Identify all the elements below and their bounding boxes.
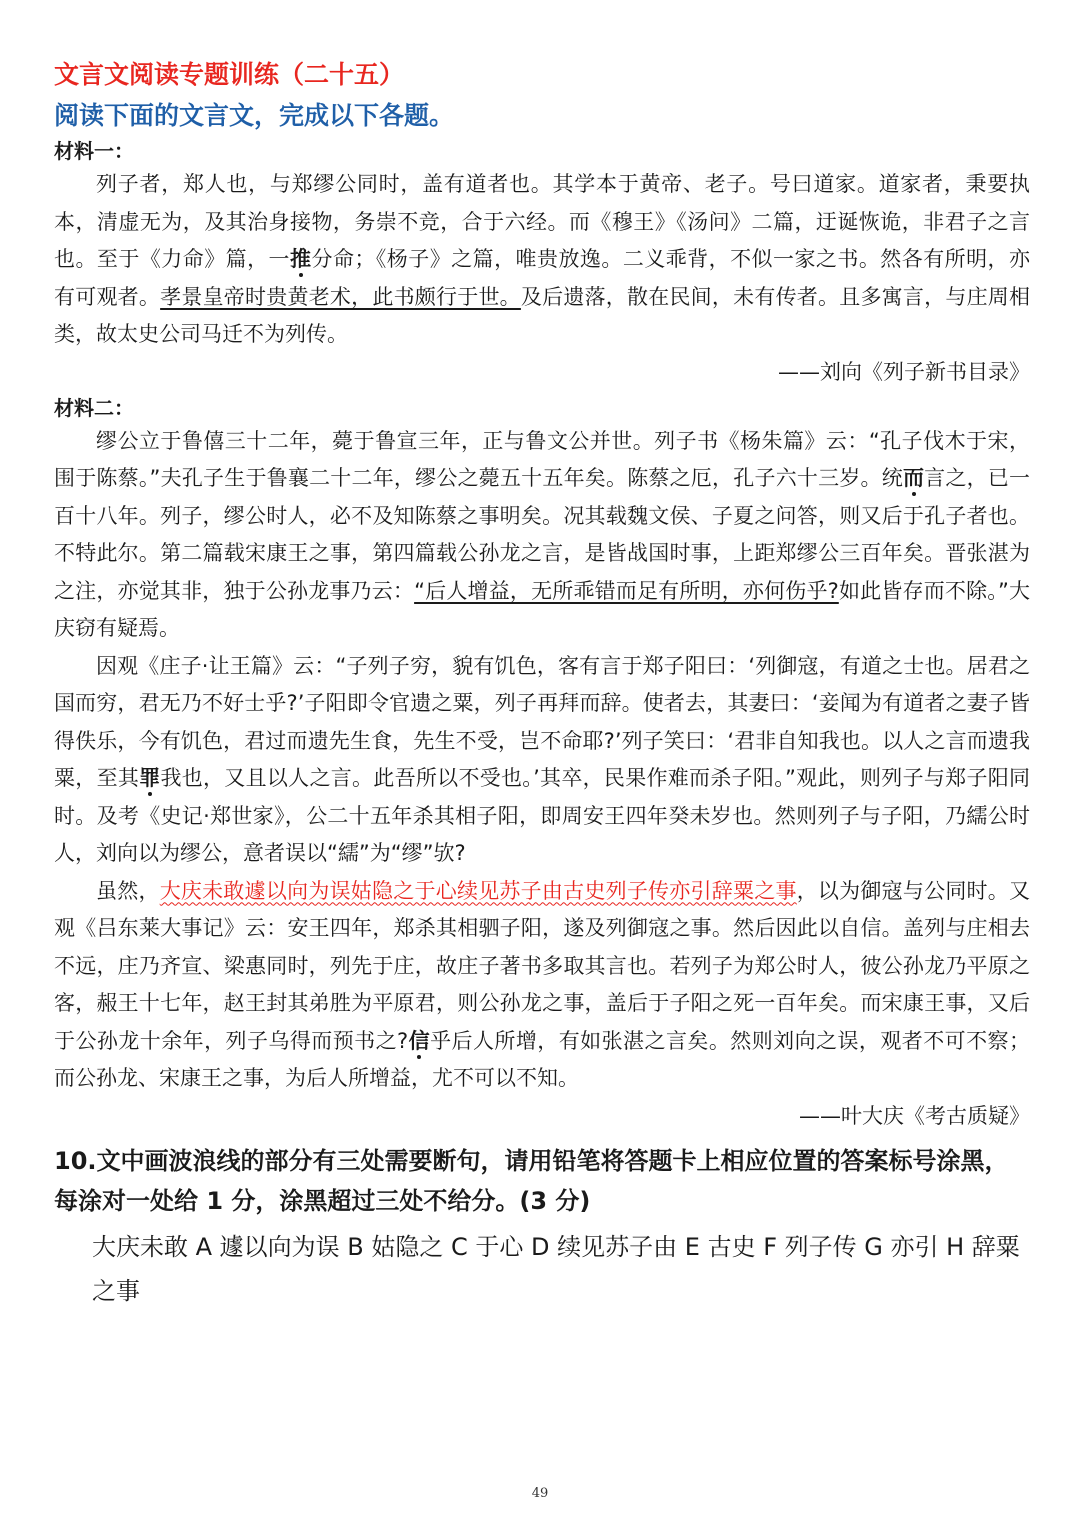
text-run: 言之，已一百十八年。列子，缪公时人，必不及知陈蔡之事明矣。况其载魏文侯、子夏之问答，则又后于孔子者也。不特此尔。第二篇载宋康王之事，第四篇载公孙龙之言，是皆战国时事，上距郑缪公三百年矣。晋张湛为之注，亦觉其非，独于公孙龙事乃云： [54,466,1031,603]
text-run: 因观《庄子·让王篇》云：“子列子穷，貌有饥色，客有言于郑子阳曰：‘列御寇，有道之士也。居君之国而穷，君无乃不好士乎?’子阳即令官遗之粟，列子再拜而辞。使者去，其妻曰：‘妾闻为有道者之妻子皆得佚乐，今有饥色，君过而遗先生食，先生不受，岂不命耶?’列子笑曰：‘君非自知我也。以人之言而遗我粟，至其 [54,653,1030,790]
underlined-sentence: 孝景皇帝时贵黄老术，此书颇行于世。 [160,284,521,309]
material1-paragraph [54,166,1030,354]
dotted-char: 信 [408,1028,431,1053]
instruction-heading: 阅读下面的文言文，完成以下各题。 [54,101,455,130]
page-content [54,58,1030,1313]
text-run: 列子者，郑人也，与郑缪公同时，盖有道者也。其学本于黄帝、老子。号曰道家。道家者，秉要执本，清虚无为，及其治身接物，务崇不竞，合于六经。而《穆王》《汤问》二篇，迂诞恢诡，非君子之言也。至于《力命》篇，一 [54,172,1030,271]
text-run: 分命；《杨子》之篇，唯贵放逸。二义乖背，不似一家之书。然各有所明，亦有可观者。 [54,247,1031,309]
question-10: 10.文中画波浪线的部分有三处需要断句，请用铅笔将答题卡上相应位置的答案标号涂黑，每涂对一处给 1 分，涂黑超过三处不给分。(3 分) [54,1146,1009,1215]
underlined-sentence: “后人增益，无所乖错而足有所明，亦何伤乎? [414,578,839,603]
material2-paragraph-1 [54,423,1030,648]
dotted-char: 推 [290,247,312,271]
material1-label: 材料一： [54,139,134,163]
text-run: 如此皆存而不除。”大庆窃有疑焉。 [54,578,1031,640]
material1-source: ——刘向《列子新书目录》 [778,359,1030,384]
wavy-underlined-text: 大庆未敢遽以向为误姑隐之于心续见苏子由古史列子传亦引辞粟之事 [159,878,797,903]
dotted-char: 罪 [139,766,161,790]
text-run: 缪公立于鲁僖三十二年，薨于鲁宣三年，正与鲁文公并世。列子书《杨朱篇》云：“孔子伐木于宋，围于陈蔡。”夫孔子生于鲁襄二十二年，缪公之薨五十五年矣。陈蔡之厄，孔子六十三岁。统 [54,428,1030,490]
material2-source: ——叶大庆《考古质疑》 [799,1103,1030,1128]
dotted-char: 而 [902,466,925,490]
text-run: 及后遗落，散在民间，未有传者。且多寓言，与庄周相类，故太史公司马迁不为列传。 [54,284,1031,346]
page-number: 49 [531,1486,549,1501]
text-run: 乎后人所增，有如张湛之言矣。然则刘向之误，观者不可不察；而公孙龙、宋康王之事，为后人所增益，尤不可以不知。 [54,1028,1030,1090]
text-run: 虽然， [96,878,160,903]
material2-paragraph-2 [54,648,1030,873]
question-10-options: 大庆未敢 A 遽以向为误 B 姑隐之 C 于心 D 续见苏子由 E 古史 F 列子传 G 亦引 H 辞粟之事 [92,1232,1020,1305]
page-title: 文言文阅读专题训练（二十五） [54,60,405,89]
text-run: ，以为御寇与公同时。又观《吕东莱大事记》云：安王四年，郑杀其相驷子阳，遂及列御寇之事。然后因此以自信。盖列与庄相去不远，庄乃齐宣、梁惠同时，列先于庄，故庄子著书多取其言也。若列子为郑公时人，彼公孙龙乃平原之客，赧王十七年，赵王封其弟胜为平原君，则公孙龙之事，盖后于子阳之死一百年矣。而宋康王事，又后于公孙龙十余年，列子乌得而预书之? [54,878,1031,1053]
text-run: 我也，又且以人之言。此吾所以不受也。’其卒，民果作难而杀子阳。”观此，则列子与郑子阳同时。及考《史记·郑世家》，公二十五年杀其相子阳，即周安王四年癸未岁也。然则列子与子阳，乃繻公时人，刘向以为缪公，意者误以“繻”为“缪”欤? [54,766,1031,865]
material2-label: 材料二： [54,395,134,420]
material2-paragraph-3 [54,873,1030,1098]
